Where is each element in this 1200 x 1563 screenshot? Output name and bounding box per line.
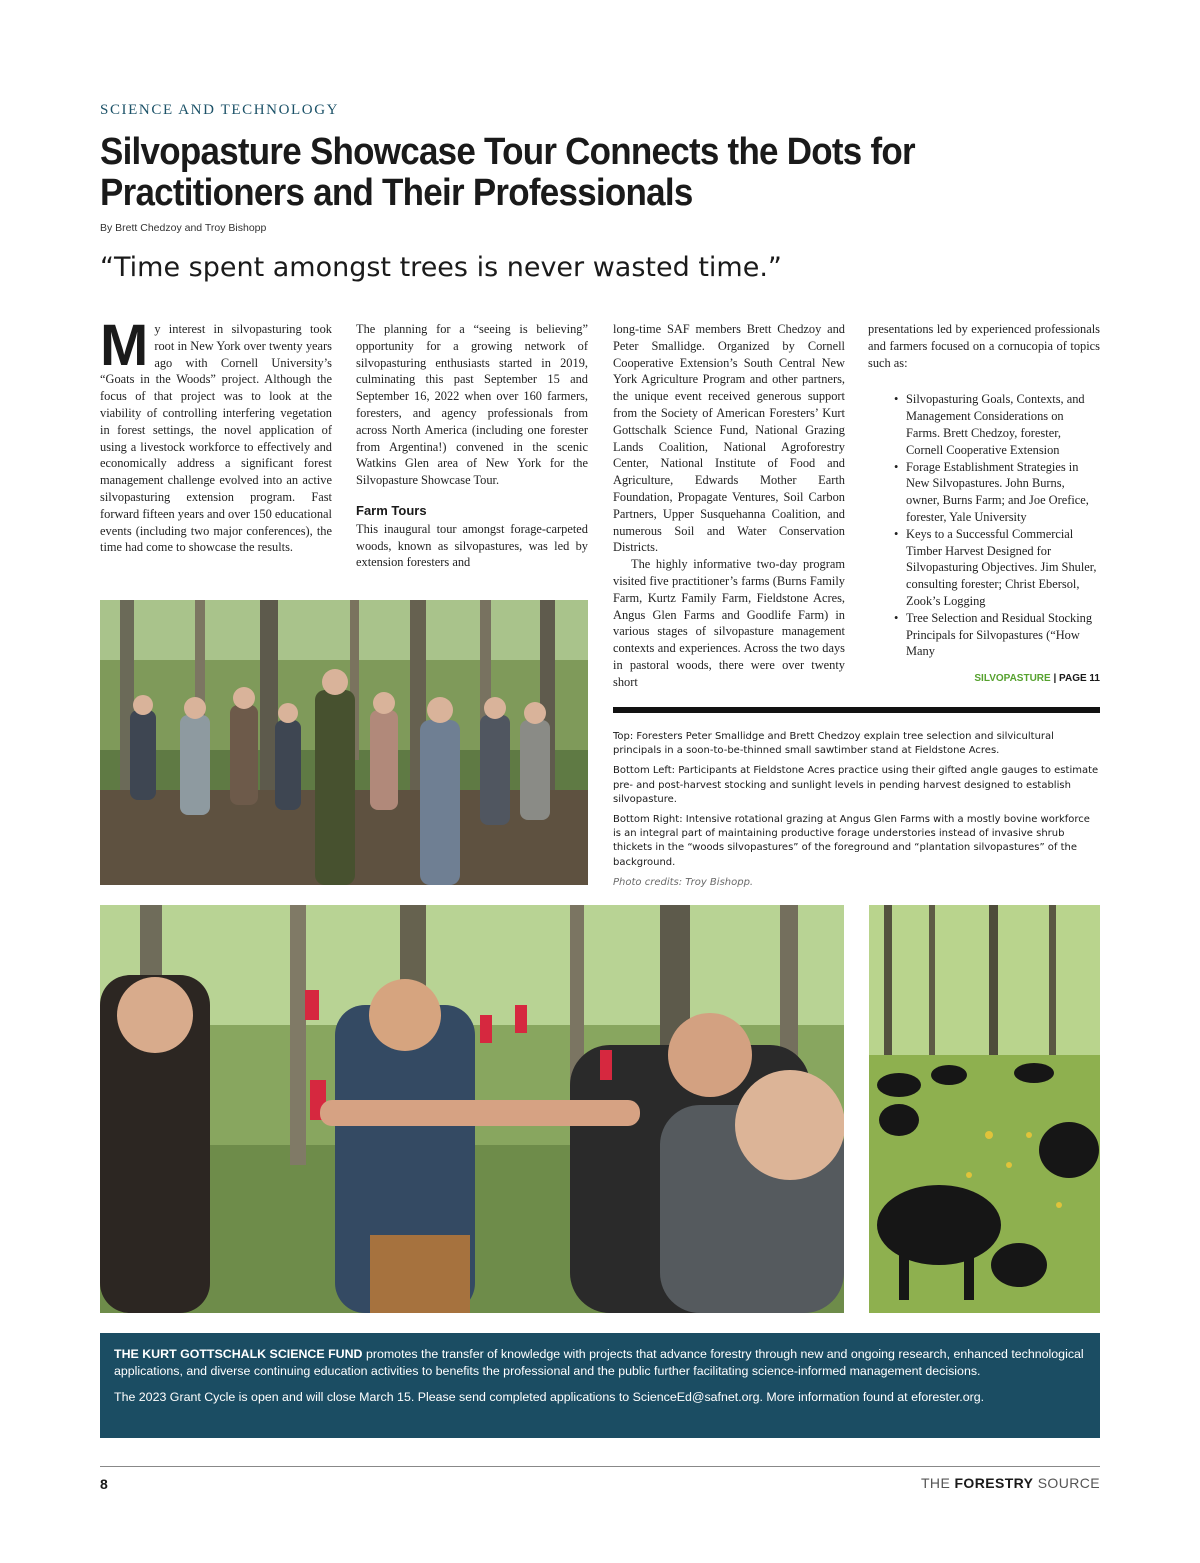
caption-rule bbox=[613, 707, 1100, 713]
pub-forestry: FORESTRY bbox=[954, 1475, 1034, 1491]
drop-cap: M bbox=[100, 313, 149, 378]
photo-angle-gauges bbox=[100, 905, 844, 1313]
column-1-text: y interest in silvopasturing took root in New York over twenty years ago with Cornell University’s “Goats in the Woods” project. Although the focus of that project was to look at the viability of controlling interfering vegetation in forest settings, the novel application of using a livestock workforce to effectively and economically address a significant forest management challenge evolved into an active silvopasturing extension program. Fast forward fifteen years and over 150 educational events (including two major conferences), the time had come to showcase the results. bbox=[100, 322, 332, 555]
column-3-paragraph-2: The highly informative two-day program visited five practitioner’s farms (Burns Family Farm, Kurtz Family Farm, Fieldstone Acres, Angus Glen Farms and Goodlife Farm) in various stages of silvopasture management contexts and experiences. Across the two days in pastoral woods, there were over twenty short bbox=[613, 557, 845, 689]
continued-word: SILVOPASTURE bbox=[974, 673, 1051, 684]
page-number: 8 bbox=[100, 1476, 108, 1492]
article-column-1 bbox=[100, 313, 332, 556]
photo-captions bbox=[613, 730, 1100, 896]
pull-quote: “Time spent amongst trees is never wasted time.” bbox=[100, 252, 782, 283]
science-fund-box bbox=[100, 1333, 1100, 1438]
caption-bottom-right: Bottom Right: Intensive rotational grazing at Angus Glen Farms with a mostly bovine workforce is an integral part of maintaining productive forage understories instead of invasive shrub thickets in the “woods silvopastures” of the foreground and “plantation silvopastures” of the background. bbox=[613, 814, 1090, 868]
caption-bottom-left: Bottom Left: Participants at Fieldstone Acres practice using their gifted angle gauges to estimate pre- and post-harvest stocking and sunlight levels in pending harvest designed to establish silvopasture. bbox=[613, 765, 1099, 805]
column-3-paragraph: long-time SAF members Brett Chedzoy and Peter Smallidge. Organized by Cornell Cooperative Extension’s South Central New York Agriculture Program and other partners, the unique event received generous support from the Society of American Foresters’ Kurt Gottschalk Science Fund, National Grazing Lands Coalition, National Agroforestry Center, National Institute of Food and Agriculture, Edwards Mother Earth Foundation, Propagate Ventures, Soil Carbon Partners, Upper Susquehanna Coalition, and numerous Soil and Water Conservation Districts. bbox=[613, 322, 845, 555]
fund-description bbox=[114, 1346, 1086, 1379]
column-2-paragraph: The planning for a “seeing is believing” opportunity for a growing network of silvopasturing enthusiasts started in 2019, culminating this past September 15 and September 16, 2022 when over 160 farmers, foresters, and agency professionals from across North America (including one forester from Argentina!) convened in the scenic Watkins Glen area of New York for the Silvopasture Showcase Tour. bbox=[356, 322, 588, 488]
list-item: • Forage Establishment Strategies in New Silvopastures. John Burns, owner, Burns Farm; and Joe Orefice, forester, Yale University bbox=[894, 459, 1100, 526]
caption-top: Top: Foresters Peter Smallidge and Brett Chedzoy explain tree selection and silvicultural principals in a soon-to-be-thinned small sawtimber stand at Fieldstone Acres. bbox=[613, 731, 1054, 757]
continued-jump bbox=[868, 673, 1100, 684]
grant-cycle-note: The 2023 Grant Cycle is open and will close March 15. Please send completed applications to ScienceEd@safnet.org. More information found at eforester.org. bbox=[114, 1390, 985, 1405]
article-column-3 bbox=[613, 321, 845, 691]
byline: By Brett Chedzoy and Troy Bishopp bbox=[100, 222, 267, 234]
list-item: • Keys to a Successful Commercial Timber Harvest Designed for Silvopasturing Objectives. Jim Shuler, consulting forester; Christ Ebersol, Zook’s Logging bbox=[894, 526, 1100, 610]
photo-forest-group bbox=[100, 600, 588, 885]
subhead-farm-tours: Farm Tours bbox=[356, 502, 427, 518]
continued-page: | PAGE 11 bbox=[1053, 673, 1100, 684]
pub-the: THE bbox=[920, 1475, 955, 1491]
article-column-4 bbox=[868, 321, 1100, 660]
list-item: • Silvopasturing Goals, Contexts, and Management Considerations on Farms. Brett Chedzoy, forester, Cornell Cooperative Extension bbox=[894, 391, 1100, 458]
pub-source: SOURCE bbox=[1033, 1475, 1100, 1491]
topics-list bbox=[894, 391, 1100, 660]
photo-credits: Photo credits: Troy Bishopp. bbox=[613, 876, 754, 888]
list-item: • Tree Selection and Residual Stocking Principals for Silvopastures (“How Many bbox=[894, 610, 1100, 660]
article-title: Silvopasture Showcase Tour Connects the Dots for Practitioners and Their Professionals bbox=[100, 131, 915, 214]
column-4-paragraph: presentations led by experienced professionals and farmers focused on a cornucopia of topics such as: bbox=[868, 322, 1100, 370]
fund-name: THE KURT GOTTSCHALK SCIENCE FUND bbox=[114, 1347, 363, 1361]
article-column-2 bbox=[356, 321, 588, 571]
fund-text: promotes the transfer of knowledge with projects that advance forestry through new and ongoing research, enhanced technological applications, and diverse continuing education activities to benefits the professional and the public further facilitating science-informed management decisions. bbox=[114, 1347, 1084, 1378]
publication-name bbox=[921, 1475, 1100, 1491]
footer-rule bbox=[100, 1466, 1100, 1467]
section-label: SCIENCE AND TECHNOLOGY bbox=[100, 102, 340, 118]
photo-cattle-grazing bbox=[869, 905, 1100, 1313]
column-2-paragraph-2: This inaugural tour amongst forage-carpeted woods, known as silvopastures, was led by extension foresters and bbox=[356, 521, 588, 570]
